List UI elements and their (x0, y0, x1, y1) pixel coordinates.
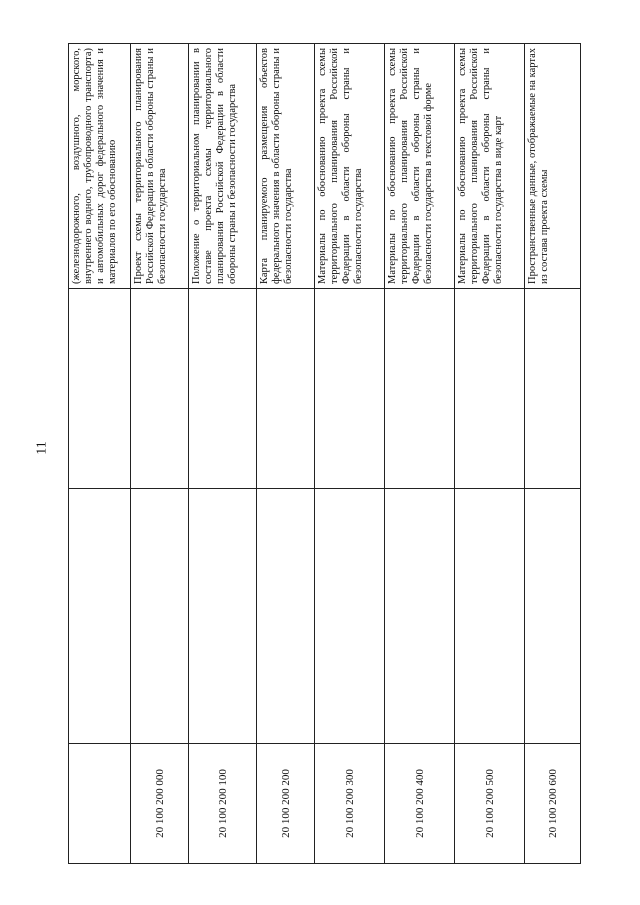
col2-cell (455, 489, 525, 744)
name-cell: Пространственные данные, отображаемые на картах из состава проекта схемы (525, 44, 581, 289)
table-row (315, 44, 385, 864)
code-cell: 20 100 200 100 (189, 744, 257, 864)
col3-cell (189, 289, 257, 489)
table-row (455, 44, 525, 864)
name-cell: Проект схемы территориального планирования Российской Федерации в области обороны страны и безопасности государства (131, 44, 189, 289)
name-cell: Материалы по обоснованию проекта схемы территориального планирования Российской Федерации в области обороны страны и безопасности государства (315, 44, 385, 289)
col3-cell (257, 289, 315, 489)
col3-cell (525, 289, 581, 489)
code-cell: 20 100 200 500 (455, 744, 525, 864)
code-cell (69, 744, 131, 864)
table-row (131, 44, 189, 864)
name-cell: Материалы по обоснованию проекта схемы территориального планирования Российской Федерации в области обороны страны и безопасности государства в текстовой форме (385, 44, 455, 289)
col3-cell (69, 289, 131, 489)
col2-cell (257, 489, 315, 744)
table-container (68, 44, 580, 864)
table-row (257, 44, 315, 864)
col2-cell (69, 489, 131, 744)
table-row (189, 44, 257, 864)
code-cell: 20 100 200 400 (385, 744, 455, 864)
code-cell: 20 100 200 000 (131, 744, 189, 864)
code-cell: 20 100 200 600 (525, 744, 581, 864)
table-row (525, 44, 581, 864)
name-cell: Положение о территориальном планировании в составе проекта схемы территориального планирования Российской Федерации в области обороны страны и безопасности государства (189, 44, 257, 289)
name-cell: Карта планируемого размещения объектов федерального значения в области обороны страны и безопасности государства (257, 44, 315, 289)
col2-cell (189, 489, 257, 744)
code-cell: 20 100 200 200 (257, 744, 315, 864)
page-number: 11 (34, 441, 50, 455)
col2-cell (131, 489, 189, 744)
col3-cell (385, 289, 455, 489)
table-row (385, 44, 455, 864)
table-row (69, 44, 131, 864)
col3-cell (131, 289, 189, 489)
name-cell: (железнодорожного, воздушного, морского, внутреннего водного, трубопроводного транспорта) и автомобильных дорог федерального значения и материалов по его обоснованию (69, 44, 131, 289)
name-cell: Материалы по обоснованию проекта схемы территориального планирования Российской Федерации в области обороны страны и безопасности государства в виде карт (455, 44, 525, 289)
col2-cell (385, 489, 455, 744)
col2-cell (525, 489, 581, 744)
col3-cell (315, 289, 385, 489)
col2-cell (315, 489, 385, 744)
code-cell: 20 100 200 300 (315, 744, 385, 864)
col3-cell (455, 289, 525, 489)
rotated-table-area (68, 44, 580, 864)
registry-table (68, 43, 581, 864)
